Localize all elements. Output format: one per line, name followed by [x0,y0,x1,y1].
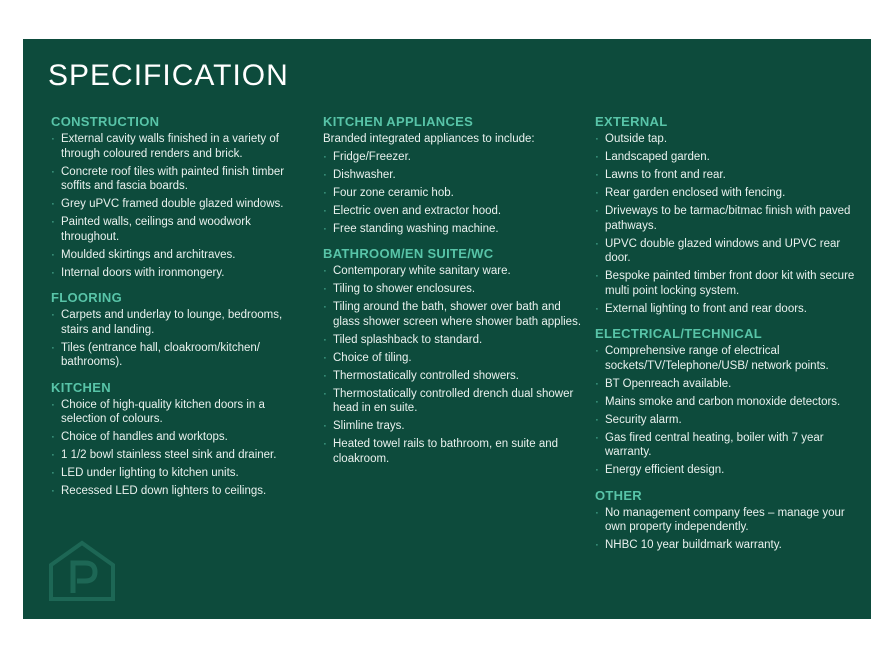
list-item-text: Comprehensive range of electrical sockets/TV/Telephone/USB/ network points. [605,345,829,372]
list-item-text: Tiling to shower enclosures. [333,283,476,295]
bullet-icon: · [51,309,55,321]
list-item [595,538,857,553]
list-item-text: Electric oven and extractor hood. [333,204,502,217]
section-external [595,114,857,316]
bullet-icon: · [51,341,55,354]
list-item [323,387,585,416]
bullet-icon: · [595,431,599,444]
section-heading: EXTERNAL [595,114,668,129]
list-item-text: Choice of handles and worktops. [61,431,228,443]
bullet-icon: · [323,283,327,295]
list-item [51,466,309,481]
spec-list [51,398,309,499]
bullet-icon: · [323,351,327,364]
bullet-icon: · [595,270,599,282]
list-item [323,369,585,384]
section-electrical-technical [595,326,857,478]
column-2 [323,114,585,476]
list-item-text: External lighting to front and rear doors. [605,302,808,315]
list-item [51,448,309,463]
list-item [51,165,309,194]
column-1 [51,114,309,509]
bullet-icon: · [323,204,327,217]
bullet-icon: · [595,377,599,390]
section-heading: KITCHEN [51,379,111,395]
page-title: SPECIFICATION [48,59,289,92]
list-item [51,430,309,445]
section-heading: OTHER [595,487,642,503]
list-item [51,248,309,263]
bullet-icon: · [595,151,599,163]
bullet-icon: · [595,395,599,408]
list-item-text: No management company fees – manage your own property independently. [605,506,845,533]
list-item [323,150,585,165]
list-item [595,377,857,392]
house-logo-icon [47,539,117,601]
list-item-text: Slimline trays. [333,420,405,432]
bullet-icon: · [595,506,599,519]
bullet-icon: · [595,205,599,217]
list-item [595,237,857,266]
bullet-icon: · [595,187,599,199]
section-other [595,488,857,553]
bullet-icon: · [595,237,599,250]
bullet-icon: · [51,485,55,497]
bullet-icon: · [323,438,327,450]
list-item-text: Outside tap. [605,133,668,145]
list-item [595,168,857,183]
bullet-icon: · [51,198,55,210]
list-item-text: Rear garden enclosed with fencing. [605,187,786,199]
section-heading: KITCHEN APPLIANCES [323,114,474,129]
list-item-text: Energy efficient design. [605,464,725,476]
list-item-text: Lawns to front and rear. [605,169,726,181]
bullet-icon: · [595,302,599,315]
list-item-text: Choice of high-quality kitchen doors in a selection of colours. [61,398,265,425]
list-item-text: Tiles (entrance hall, cloakroom/kitchen/ bathrooms). [61,341,260,368]
section-heading: BATHROOM/EN SUITE/WC [323,246,494,261]
list-item-text: Driveways to be tarmac/bitmac finish with paved pathways. [605,205,851,232]
bullet-icon: · [323,333,327,346]
list-item-text: Thermostatically controlled showers. [333,369,519,382]
list-item [323,204,585,219]
list-item [595,506,857,535]
bullet-icon: · [595,345,599,357]
list-item-text: Heated towel rails to bathroom, en suite and cloakroom. [333,438,559,465]
list-item [323,264,585,279]
list-item [51,398,309,427]
list-item [595,132,857,147]
column-3 [595,114,857,563]
bullet-icon: · [595,539,599,551]
list-item [51,197,309,212]
list-item [51,215,309,244]
bullet-icon: · [51,467,55,479]
list-item [595,150,857,165]
list-item [595,269,857,298]
bullet-icon: · [51,398,55,411]
bullet-icon: · [51,266,55,279]
bullet-icon: · [595,413,599,426]
list-item [595,204,857,233]
list-item-text: Contemporary white sanitary ware. [333,265,511,277]
list-item-text: Painted walls, ceilings and woodwork throughout. [61,216,251,243]
spec-list [595,132,857,316]
bullet-icon: · [323,420,327,432]
spec-list [595,506,857,553]
bullet-icon: · [323,150,327,163]
list-item [51,484,309,499]
list-item-text: Bespoke painted timber front door kit with secure multi point locking system. [605,270,855,297]
list-item [595,344,857,373]
list-item [595,302,857,317]
list-item-text: Fridge/Freezer. [333,150,411,163]
list-item [51,308,309,337]
list-item [323,222,585,237]
list-item-text: Landscaped garden. [605,151,710,163]
bullet-icon: · [323,387,327,400]
bullet-icon: · [323,168,327,181]
bullet-icon: · [595,464,599,476]
list-item-text: Grey uPVC framed double glazed windows. [61,198,284,210]
bullet-icon: · [51,449,55,461]
list-item-text: Free standing washing machine. [333,222,499,235]
section-kitchen [51,380,309,499]
list-item-text: Carpets and underlay to lounge, bedrooms, stairs and landing. [61,309,283,336]
bullet-icon: · [323,369,327,382]
spec-list [51,132,309,280]
list-item [323,282,585,297]
section-heading: ELECTRICAL/TECHNICAL [595,326,763,341]
bullet-icon: · [595,169,599,181]
list-item-text: Moulded skirtings and architraves. [61,248,236,261]
list-item-text: Thermostatically controlled drench dual shower head in en suite. [333,387,574,414]
list-item-text: Tiling around the bath, shower over bath and glass shower screen where shower bath applies. [333,301,582,328]
list-item [323,186,585,201]
section-heading: FLOORING [51,290,123,305]
section-flooring [51,290,309,370]
spec-list [323,150,585,237]
list-item-text: BT Openreach available. [605,377,732,390]
list-item-text: External cavity walls finished in a variety of through coloured renders and brick. [61,133,279,160]
list-item-text: UPVC double glazed windows and UPVC rear door. [605,237,841,264]
list-item-text: Concrete roof tiles with painted finish timber soffits and fascia boards. [61,165,285,192]
list-item-text: Tiled splashback to standard. [333,333,483,346]
list-item [323,437,585,466]
list-item-text: Security alarm. [605,413,682,426]
bullet-icon: · [323,265,327,277]
spec-list [51,308,309,370]
list-item [323,351,585,366]
section-construction [51,114,309,280]
list-item-text: Recessed LED down lighters to ceilings. [61,485,267,497]
bullet-icon: · [51,165,55,178]
list-item-text: LED under lighting to kitchen units. [61,467,239,479]
list-item-text: Internal doors with ironmongery. [61,266,225,279]
specification-panel [23,39,871,619]
list-item [595,395,857,410]
bullet-icon: · [51,248,55,261]
list-item [323,419,585,434]
bullet-icon: · [51,133,55,145]
bullet-icon: · [595,133,599,145]
spec-list [595,344,857,478]
bullet-icon: · [323,301,327,313]
bullet-icon: · [323,222,327,235]
list-item [595,413,857,428]
list-item [595,463,857,478]
bullet-icon: · [51,216,55,228]
section-heading: CONSTRUCTION [51,114,160,129]
list-item [51,132,309,161]
list-item [323,300,585,329]
section-intro: Branded integrated appliances to include: [323,133,535,145]
section-bathroom-en-suite-wc [323,246,585,466]
list-item [51,266,309,281]
list-item [595,431,857,460]
bullet-icon: · [323,186,327,199]
list-item [323,333,585,348]
list-item [51,341,309,370]
list-item [323,168,585,183]
list-item-text: Choice of tiling. [333,351,412,364]
list-item-text: Dishwasher. [333,168,396,181]
section-kitchen-appliances [323,114,585,236]
spec-list [323,264,585,466]
list-item-text: Gas fired central heating, boiler with 7 year warranty. [605,431,824,458]
bullet-icon: · [51,431,55,443]
list-item-text: NHBC 10 year buildmark warranty. [605,539,782,551]
list-item-text: Mains smoke and carbon monoxide detectors. [605,395,841,408]
list-item-text: Four zone ceramic hob. [333,186,454,199]
list-item-text: 1 1/2 bowl stainless steel sink and drainer. [61,449,277,461]
list-item [595,186,857,201]
